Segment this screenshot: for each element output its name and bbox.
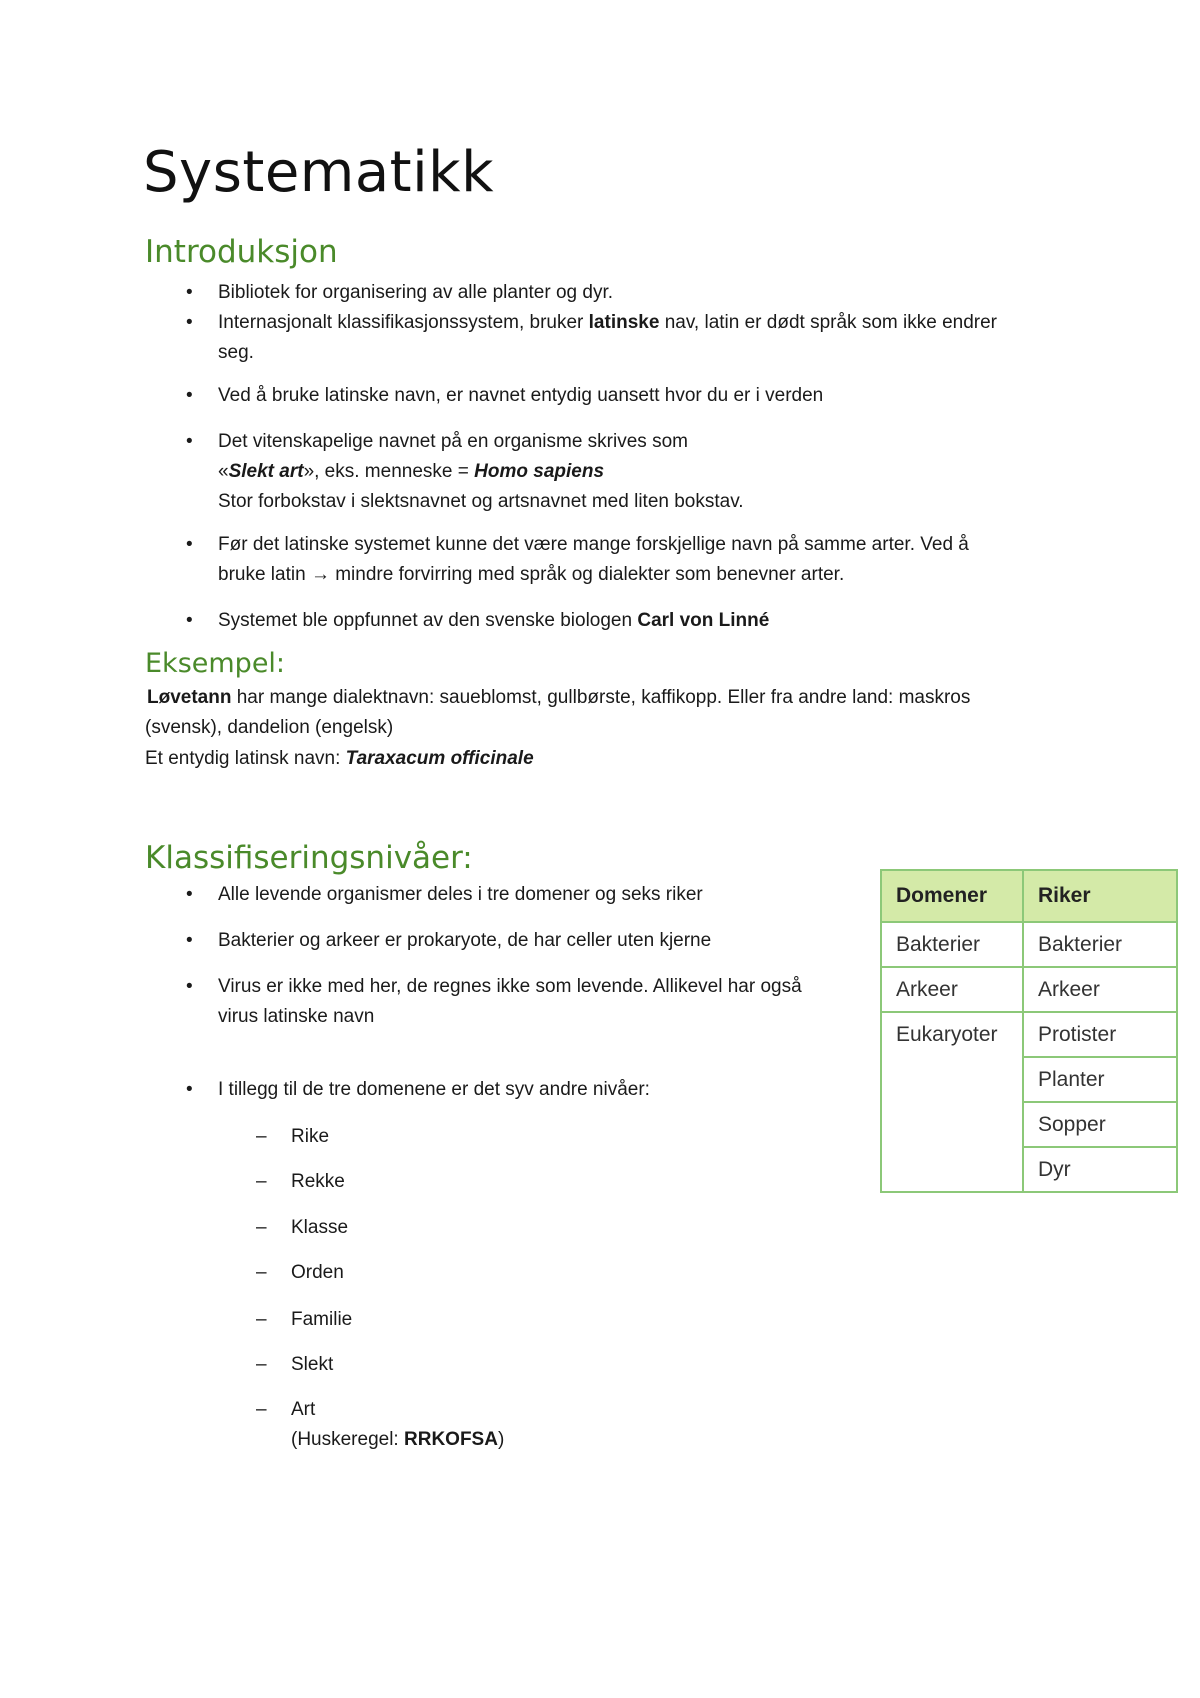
level-item: Familie — [291, 1309, 353, 1330]
table-cell — [881, 1057, 1023, 1102]
dash: – — [256, 1262, 267, 1283]
intro-bullet-5-line-2: bruke latin → mindre forvirring med språk og dialekter som benevner arter. — [218, 564, 845, 585]
section-heading-introduksjon: Introduksjon — [145, 234, 338, 270]
intro-bullet-2: Internasjonalt klassifikasjonssystem, bruker latinske nav, latin er dødt språk som ikke endrer — [218, 312, 997, 333]
bullet: • — [186, 312, 193, 333]
table-cell: Arkeer — [1023, 967, 1177, 1012]
bullet: • — [186, 976, 193, 997]
bullet: • — [186, 610, 193, 631]
table-row — [881, 1147, 1177, 1192]
level-item: Rike — [291, 1126, 330, 1147]
level-item: Slekt — [291, 1354, 334, 1375]
table-row — [881, 1102, 1177, 1147]
bullet: • — [186, 534, 193, 555]
dash: – — [256, 1309, 267, 1330]
level-item: Rekke — [291, 1171, 345, 1192]
table-cell: Bakterier — [1023, 922, 1177, 967]
bullet: • — [186, 884, 193, 905]
table-row — [881, 1012, 1177, 1057]
table-header-row — [881, 870, 1177, 922]
intro-bullet-6: Systemet ble oppfunnet av den svenske biologen Carl von Linné — [218, 610, 770, 631]
bullet: • — [186, 1079, 193, 1100]
table-cell — [881, 1147, 1023, 1192]
intro-bullet-4-line-1: Det vitenskapelige navnet på en organisme skrives som — [218, 431, 688, 452]
table-cell: Eukaryoter — [881, 1012, 1023, 1057]
dash: – — [256, 1399, 267, 1420]
class-bullet-1: Alle levende organismer deles i tre domener og seks riker — [218, 884, 703, 905]
class-bullet-3-line-1: Virus er ikke med her, de regnes ikke som levende. Allikevel har også — [218, 976, 802, 997]
mnemonic: (Huskeregel: RRKOFSA) — [291, 1429, 505, 1450]
level-item: Art — [291, 1399, 316, 1420]
dash: – — [256, 1126, 267, 1147]
bullet: • — [186, 930, 193, 951]
level-item: Klasse — [291, 1217, 349, 1238]
domains-kingdoms-table — [880, 869, 1178, 1193]
table-row — [881, 1057, 1177, 1102]
table-header-domener: Domener — [881, 870, 1023, 922]
table-row — [881, 922, 1177, 967]
table-header-riker: Riker — [1023, 870, 1177, 922]
example-line-3: Et entydig latinsk navn: Taraxacum officinale — [145, 748, 534, 769]
bullet: • — [186, 385, 193, 406]
level-item: Orden — [291, 1262, 344, 1283]
example-line-1: Løvetann har mange dialektnavn: saueblomst, gullbørste, kaffikopp. Eller fra andre land: maskros — [147, 687, 971, 708]
class-bullet-2: Bakterier og arkeer er prokaryote, de har celler uten kjerne — [218, 930, 712, 951]
class-bullet-3-line-2: virus latinske navn — [218, 1006, 375, 1027]
intro-bullet-3: Ved å bruke latinske navn, er navnet entydig uansett hvor du er i verden — [218, 385, 824, 406]
table-cell: Protister — [1023, 1012, 1177, 1057]
table-cell: Planter — [1023, 1057, 1177, 1102]
dash: – — [256, 1171, 267, 1192]
intro-bullet-2-cont: seg. — [218, 342, 254, 363]
bullet: • — [186, 431, 193, 452]
intro-bullet-1: Bibliotek for organisering av alle planter og dyr. — [218, 282, 614, 303]
class-bullet-4: I tillegg til de tre domenene er det syv andre nivåer: — [218, 1079, 650, 1100]
table-row — [881, 967, 1177, 1012]
intro-bullet-5-line-1: Før det latinske systemet kunne det være mange forskjellige navn på samme arter. Ved å — [218, 534, 969, 555]
table-cell: Bakterier — [881, 922, 1023, 967]
dash: – — [256, 1217, 267, 1238]
bullet: • — [186, 282, 193, 303]
page-title: Systematikk — [143, 140, 495, 205]
intro-bullet-4-line-3: Stor forbokstav i slektsnavnet og artsnavnet med liten bokstav. — [218, 491, 744, 512]
table-cell — [881, 1102, 1023, 1147]
dash: – — [256, 1354, 267, 1375]
table-cell: Sopper — [1023, 1102, 1177, 1147]
section-heading-eksempel: Eksempel: — [145, 648, 286, 679]
section-heading-klassifiseringsnivaer: Klassifiseringsnivåer: — [145, 840, 473, 876]
table-cell: Arkeer — [881, 967, 1023, 1012]
table-cell: Dyr — [1023, 1147, 1177, 1192]
intro-bullet-4-line-2: «Slekt art», eks. menneske = Homo sapiens — [218, 461, 605, 482]
example-line-2: (svensk), dandelion (engelsk) — [145, 717, 394, 738]
